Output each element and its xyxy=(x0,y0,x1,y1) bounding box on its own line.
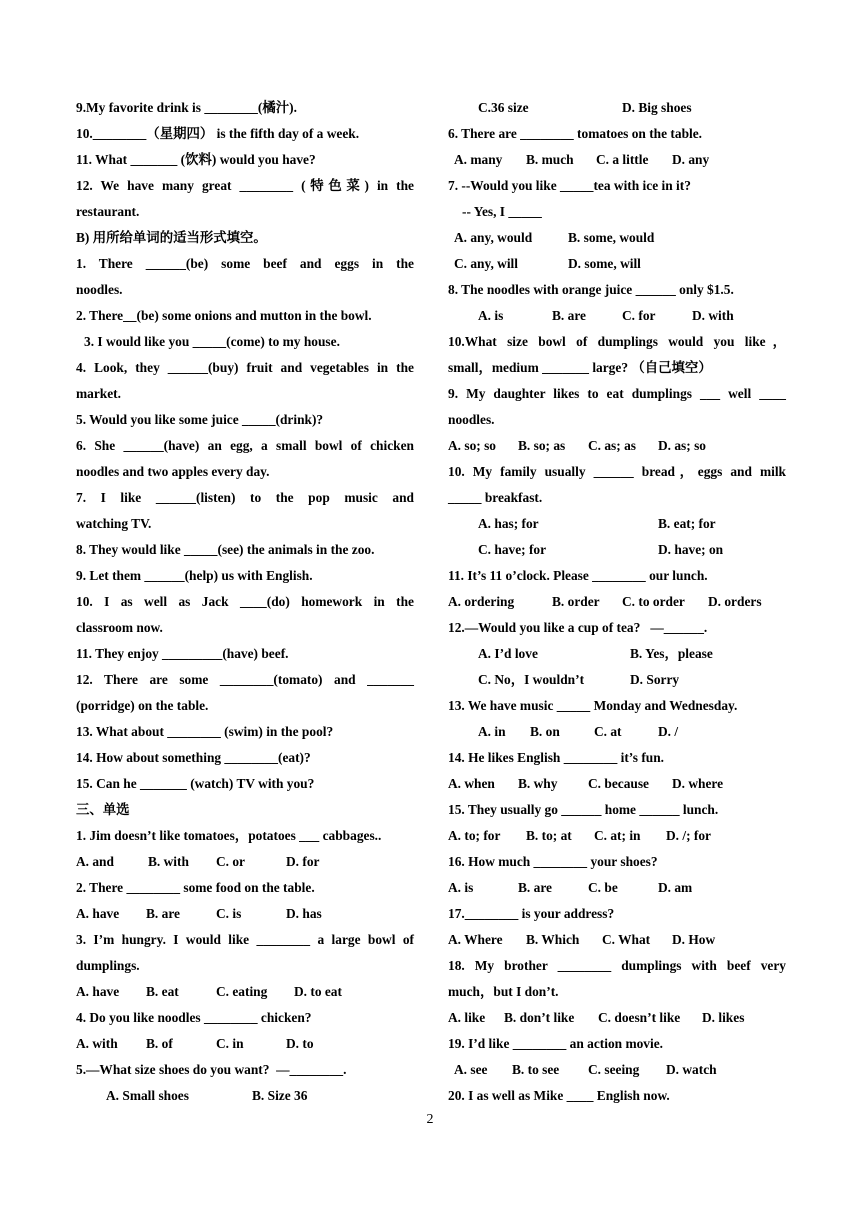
option: D. to eat xyxy=(294,984,342,999)
question-line: noodles. xyxy=(448,412,495,427)
question-line: 10. My family usually ______ bread，eggs and milk xyxy=(448,464,786,479)
answer-options xyxy=(448,537,786,563)
question-line: 18. My brother ________ dumplings with beef very xyxy=(448,958,786,973)
question-line: _____ breakfast. xyxy=(448,490,543,505)
answer-options xyxy=(76,979,414,1005)
question-line: restaurant. xyxy=(76,204,140,219)
question-line: dumplings. xyxy=(76,958,140,973)
question-line: 20. I as well as Mike ____ English now. xyxy=(448,1088,670,1103)
option: A. I’d love xyxy=(478,646,538,661)
answer-options xyxy=(448,875,786,901)
question-line: 1. Jim doesn’t like tomatoes，potatoes ___ cabbages.. xyxy=(76,828,382,843)
option: B. some, would xyxy=(568,230,655,245)
option: D. Sorry xyxy=(630,672,680,687)
answer-options xyxy=(448,589,786,615)
option: C. eating xyxy=(216,984,268,999)
option: D. for xyxy=(286,854,320,869)
answer-options xyxy=(448,927,786,953)
option: C. No，I wouldn’t xyxy=(478,672,585,687)
option: B. eat; for xyxy=(658,516,716,531)
question-line: 3. I’m hungry. I would like ________ a large bowl of xyxy=(76,932,414,947)
question-line: 10.What size bowl of dumplings would you like， xyxy=(448,334,786,349)
option: B. why xyxy=(518,776,558,791)
option: D. How xyxy=(672,932,716,947)
answer-options xyxy=(448,303,786,329)
question-line: 1. There ______(be) some beef and eggs in the xyxy=(76,256,414,271)
option: D. with xyxy=(692,308,734,323)
answer-options xyxy=(448,511,786,537)
question-line: 5.—What size shoes do you want? —________. xyxy=(76,1062,347,1077)
answer-options xyxy=(448,225,786,251)
option: A. any, would xyxy=(454,230,533,245)
question-line: 13. What about ________ (swim) in the pool? xyxy=(76,724,334,739)
question-line: 6. There are ________ tomatoes on the table. xyxy=(448,126,703,141)
section-heading: 三、单选 xyxy=(76,802,130,817)
option: A. Small shoes xyxy=(106,1088,189,1103)
question-line: small，medium _______ large? （自己填空） xyxy=(448,360,712,375)
option: D. some, will xyxy=(568,256,641,271)
option: A. so; so xyxy=(448,438,496,453)
option: C. have; for xyxy=(478,542,547,557)
option: D. orders xyxy=(708,594,762,609)
answer-options xyxy=(448,433,786,459)
question-line: 14. How about something ________(eat)? xyxy=(76,750,311,765)
option: C. be xyxy=(588,880,618,895)
option: D. have; on xyxy=(658,542,724,557)
option: C. as; as xyxy=(588,438,636,453)
answer-options xyxy=(448,1005,786,1031)
answer-options xyxy=(448,147,786,173)
option: C. to order xyxy=(622,594,685,609)
question-line: 8. They would like _____(see) the animals in the zoo. xyxy=(76,542,375,557)
question-line: market. xyxy=(76,386,121,401)
answer-options xyxy=(448,1057,786,1083)
answer-options xyxy=(448,823,786,849)
option: A. many xyxy=(454,152,503,167)
answer-options xyxy=(76,849,414,875)
question-line: 7. --Would you like _____tea with ice in it? xyxy=(448,178,691,193)
option: A. have xyxy=(76,984,120,999)
question-line: 17.________ is your address? xyxy=(448,906,615,921)
option: B. Size 36 xyxy=(252,1088,308,1103)
option: C. seeing xyxy=(588,1062,640,1077)
option: C. any, will xyxy=(454,256,518,271)
option: B. are xyxy=(552,308,586,323)
option: C. for xyxy=(622,308,656,323)
question-line: 2. There ________ some food on the table. xyxy=(76,880,315,895)
option: C. at xyxy=(594,724,622,739)
answer-options xyxy=(448,95,786,121)
question-line: watching TV. xyxy=(76,516,152,531)
question-line: classroom now. xyxy=(76,620,163,635)
question-line: 10.________（星期四） is the fifth day of a week. xyxy=(76,126,360,141)
question-line: noodles and two apples every day. xyxy=(76,464,270,479)
question-line: 15. Can he _______ (watch) TV with you? xyxy=(76,776,315,791)
option: B. to see xyxy=(512,1062,560,1077)
option: C.36 size xyxy=(478,100,529,115)
option: D. /; for xyxy=(666,828,711,843)
question-line: 7. I like ______(listen) to the pop music and xyxy=(76,490,414,505)
option: D. where xyxy=(672,776,724,791)
option: C. is xyxy=(216,906,242,921)
option: A. is xyxy=(478,308,504,323)
option: B. Yes，please xyxy=(630,646,713,661)
option: D. has xyxy=(286,906,322,921)
answer-options xyxy=(76,1083,414,1109)
option: B. with xyxy=(148,854,189,869)
answer-options xyxy=(448,667,786,693)
option: D. to xyxy=(286,1036,314,1051)
option: A. and xyxy=(76,854,114,869)
question-line: 9. Let them ______(help) us with English. xyxy=(76,568,313,583)
option: D. any xyxy=(672,152,710,167)
question-line: 12. We have many great ________ (特色菜) in the xyxy=(76,178,414,193)
question-line: 9.My favorite drink is ________(橘汁). xyxy=(76,100,297,115)
option: A. has; for xyxy=(478,516,539,531)
option: B. so; as xyxy=(518,438,566,453)
option: A. is xyxy=(448,880,474,895)
option: B. on xyxy=(530,724,560,739)
question-line: 11. What _______ (饮料) would you have? xyxy=(76,152,316,167)
answer-options xyxy=(448,251,786,277)
option: A. with xyxy=(76,1036,118,1051)
question-line: 8. The noodles with orange juice ______ only $1.5. xyxy=(448,282,734,297)
question-line: 16. How much ________ your shoes? xyxy=(448,854,658,869)
option: D. as; so xyxy=(658,438,706,453)
option: B. are xyxy=(146,906,180,921)
option: C. at; in xyxy=(594,828,641,843)
page-number: 2 xyxy=(426,1112,434,1127)
question-line: 4. Look, they ______(buy) fruit and vegetables in the xyxy=(76,360,414,375)
answer-options xyxy=(76,1031,414,1057)
option: A. in xyxy=(478,724,506,739)
question-line: (porridge) on the table. xyxy=(76,698,209,713)
option: B. eat xyxy=(146,984,179,999)
section-heading: B) 用所给单词的适当形式填空。 xyxy=(76,230,267,245)
question-line: 11. They enjoy _________(have) beef. xyxy=(76,646,289,661)
option: A. have xyxy=(76,906,120,921)
question-line: 15. They usually go ______ home ______ lunch. xyxy=(448,802,719,817)
question-line: noodles. xyxy=(76,282,123,297)
option: B. don’t like xyxy=(504,1010,575,1025)
answer-options xyxy=(448,771,786,797)
option: C. doesn’t like xyxy=(598,1010,681,1025)
question-line: 4. Do you like noodles ________ chicken? xyxy=(76,1010,312,1025)
option: C. or xyxy=(216,854,246,869)
question-line: 11. It’s 11 o’clock. Please ________ our lunch. xyxy=(448,568,708,583)
option: D. watch xyxy=(666,1062,717,1077)
option: A. to; for xyxy=(448,828,501,843)
question-line: 9. My daughter likes to eat dumplings ___ well ____ xyxy=(448,386,786,401)
option: B. Which xyxy=(526,932,580,947)
option: D. likes xyxy=(702,1010,745,1025)
answer-options xyxy=(76,901,414,927)
option: D. am xyxy=(658,880,693,895)
answer-options xyxy=(448,641,786,667)
question-line: 12.—Would you like a cup of tea? —______. xyxy=(448,620,708,635)
question-line: 2. There__(be) some onions and mutton in the bowl. xyxy=(76,308,372,323)
option: A. see xyxy=(454,1062,488,1077)
option: A. when xyxy=(448,776,495,791)
left-column xyxy=(76,95,414,1109)
question-line: -- Yes, I _____ xyxy=(462,204,542,219)
question-line: 5. Would you like some juice _____(drink)? xyxy=(76,412,324,427)
question-line: 6. She ______(have) an egg, a small bowl of chicken xyxy=(76,438,414,453)
question-line: 13. We have music _____ Monday and Wednesday. xyxy=(448,698,738,713)
option: B. much xyxy=(526,152,574,167)
option: A. ordering xyxy=(448,594,515,609)
option: B. of xyxy=(146,1036,173,1051)
question-line: 19. I’d like ________ an action movie. xyxy=(448,1036,663,1051)
option: A. Where xyxy=(448,932,503,947)
option: B. order xyxy=(552,594,600,609)
option: C. because xyxy=(588,776,649,791)
question-line: 14. He likes English ________ it’s fun. xyxy=(448,750,665,765)
option: C. What xyxy=(602,932,651,947)
question-line: 10. I as well as Jack ____(do) homework in the xyxy=(76,594,414,609)
right-column xyxy=(448,95,786,1109)
answer-options xyxy=(448,719,786,745)
question-line: 3. I would like you _____(come) to my house. xyxy=(84,334,340,349)
option: C. in xyxy=(216,1036,244,1051)
question-line: much，but I don’t. xyxy=(448,984,559,999)
question-line: 12. There are some ________(tomato) and _______ xyxy=(76,672,414,687)
option: A. like xyxy=(448,1010,486,1025)
option: B. to; at xyxy=(526,828,572,843)
option: C. a little xyxy=(596,152,649,167)
option: D. Big shoes xyxy=(622,100,692,115)
option: D. / xyxy=(658,724,679,739)
option: B. are xyxy=(518,880,552,895)
